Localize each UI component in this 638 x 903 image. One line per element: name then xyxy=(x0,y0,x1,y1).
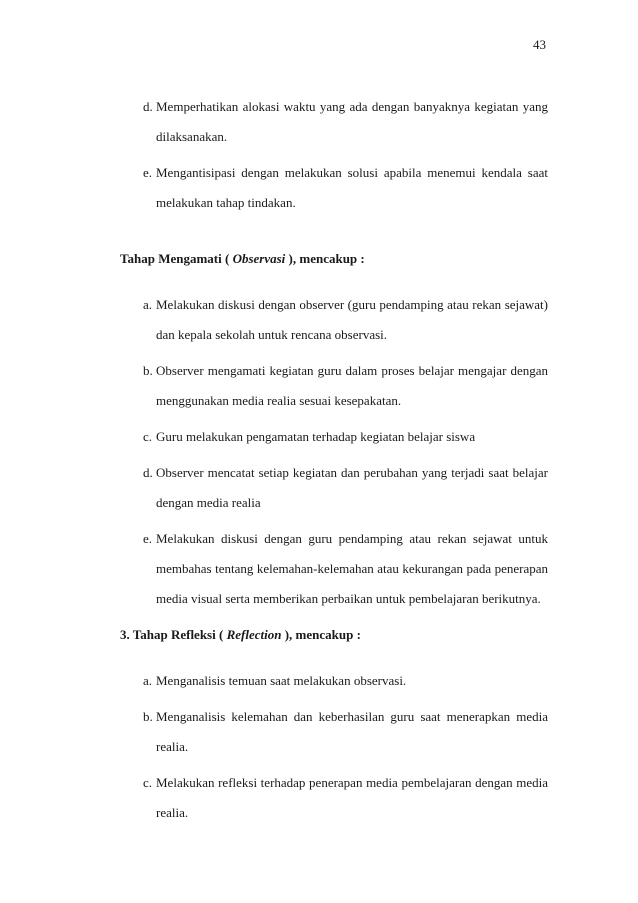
observasi-list xyxy=(120,290,548,614)
continuation-list xyxy=(120,92,548,218)
list-item xyxy=(120,702,548,762)
section-heading-observasi xyxy=(120,244,548,274)
page-number: 43 xyxy=(533,37,546,52)
heading-text: 3. Tahap Refleksi ( xyxy=(120,627,227,642)
list-marker: e. xyxy=(143,165,153,180)
refleksi-list xyxy=(120,666,548,828)
list-item-text: Mengantisipasi dengan melakukan solusi apabila menemui kendala saat melakukan tahap tindakan. xyxy=(156,165,548,210)
list-item xyxy=(120,356,548,416)
heading-text: ), mencakup : xyxy=(285,251,365,266)
list-item-text: Memperhatikan alokasi waktu yang ada dengan banyaknya kegiatan yang dilaksanakan. xyxy=(156,99,548,144)
list-marker: c. xyxy=(143,429,153,444)
list-item-text: Observer mengamati kegiatan guru dalam proses belajar mengajar dengan menggunakan media realia sesuai kesepakatan. xyxy=(156,363,548,408)
list-item-text: Observer mencatat setiap kegiatan dan perubahan yang terjadi saat belajar dengan media realia xyxy=(156,465,548,510)
list-item-text: Melakukan diskusi dengan guru pendamping atau rekan sejawat untuk membahas tentang kelemahan-kelemahan atau kekurangan pada penerapan media visual serta memberikan perbaikan untuk pembelajaran berikutnya. xyxy=(156,531,548,606)
list-item-text: Menganalisis kelemahan dan keberhasilan guru saat menerapkan media realia. xyxy=(156,709,548,754)
document-body xyxy=(120,92,548,834)
list-item-text: Melakukan refleksi terhadap penerapan media pembelajaran dengan media realia. xyxy=(156,775,548,820)
list-marker: d. xyxy=(143,465,153,480)
list-item xyxy=(120,158,548,218)
list-item xyxy=(120,422,548,452)
list-marker: b. xyxy=(143,363,153,378)
section-heading-refleksi xyxy=(120,620,548,650)
list-item xyxy=(120,458,548,518)
list-item xyxy=(120,768,548,828)
heading-italic-term: Reflection xyxy=(226,627,282,642)
list-marker: e. xyxy=(143,531,153,546)
list-item-text: Menganalisis temuan saat melakukan observasi. xyxy=(156,673,407,688)
heading-text: ), mencakup : xyxy=(281,627,361,642)
list-item xyxy=(120,92,548,152)
list-marker: b. xyxy=(143,709,153,724)
list-item-text: Melakukan diskusi dengan observer (guru pendamping atau rekan sejawat) dan kepala sekolah untuk rencana observasi. xyxy=(156,297,548,342)
list-marker: c. xyxy=(143,775,153,790)
list-item xyxy=(120,290,548,350)
list-marker: d. xyxy=(143,99,153,114)
list-item xyxy=(120,524,548,614)
heading-italic-term: Observasi xyxy=(232,251,286,266)
heading-text: Tahap Mengamati ( xyxy=(120,251,233,266)
list-marker: a. xyxy=(143,673,153,688)
list-item-text: Guru melakukan pengamatan terhadap kegiatan belajar siswa xyxy=(156,429,476,444)
list-item xyxy=(120,666,548,696)
list-marker: a. xyxy=(143,297,153,312)
